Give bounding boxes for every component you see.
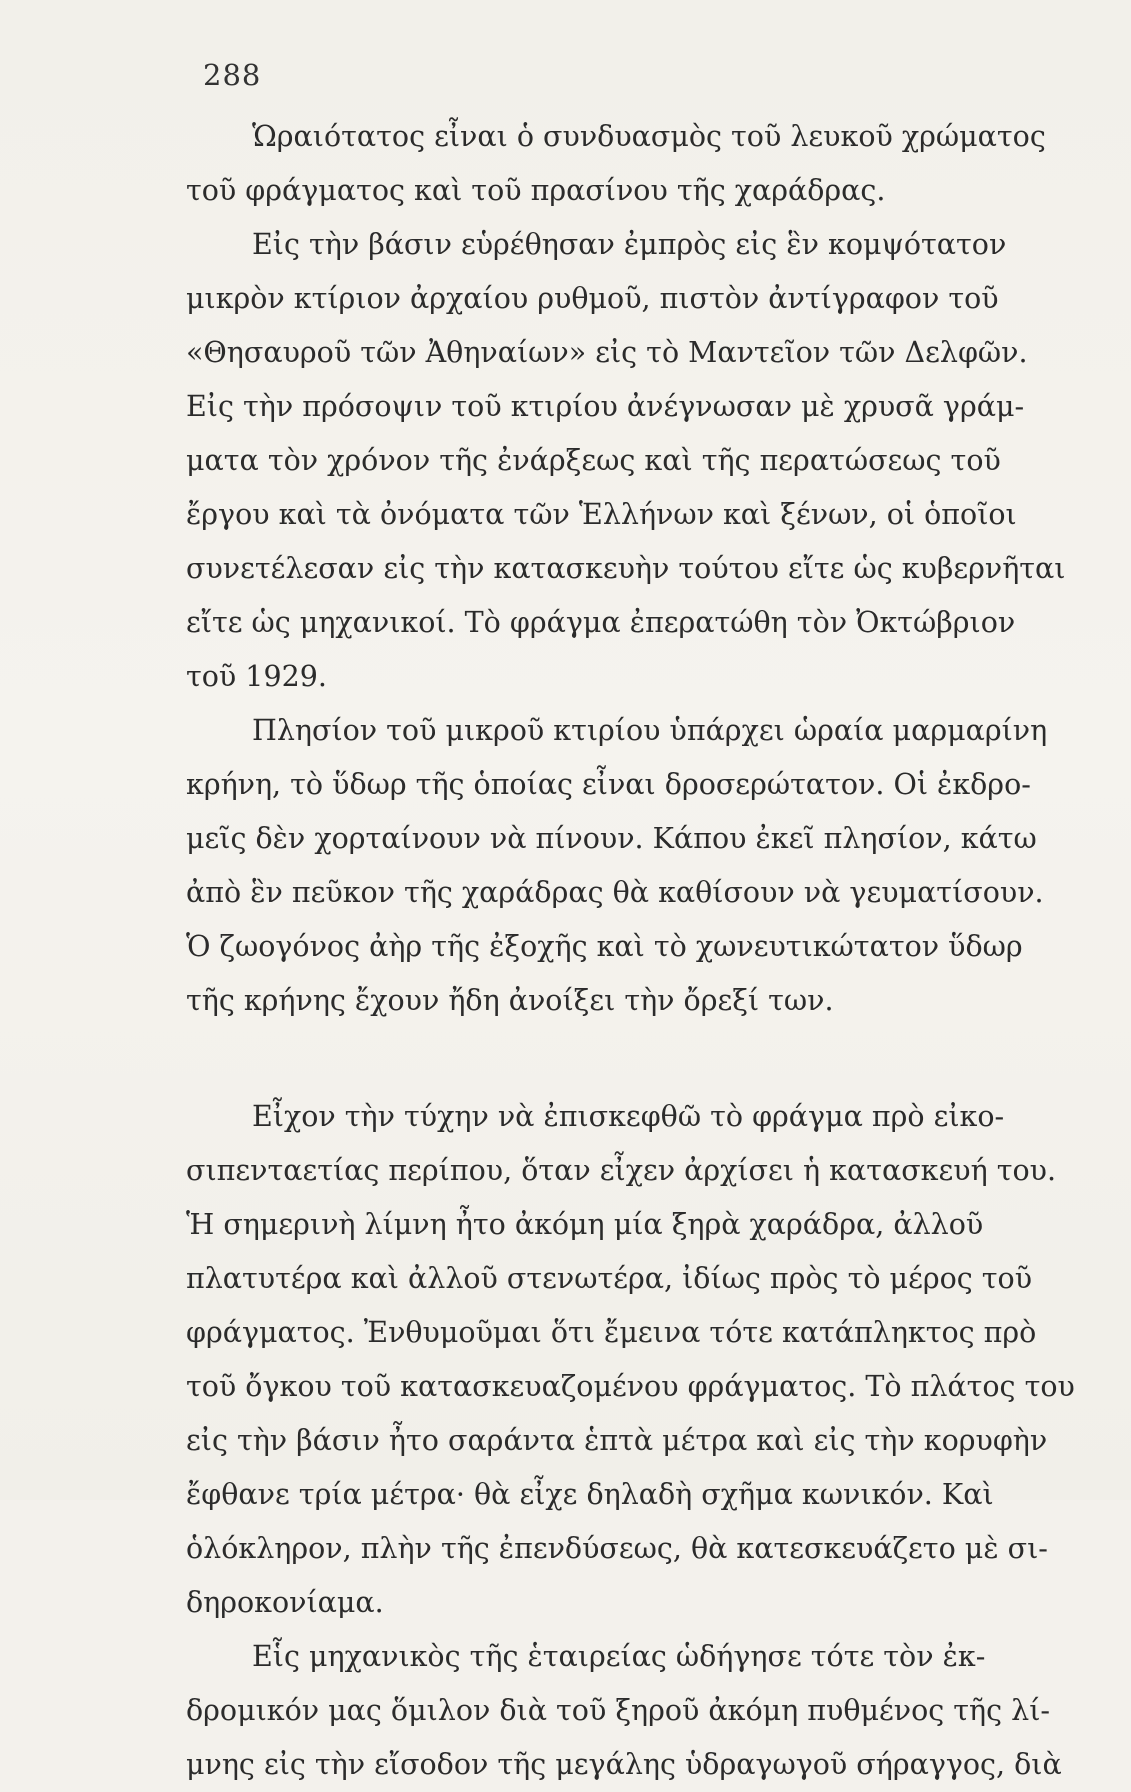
text-line: ἀπὸ ἓν πεῦκον τῆς χαράδρας θὰ καθίσουν νὰ γευματίσουν. bbox=[186, 876, 1044, 909]
paragraph bbox=[186, 704, 1046, 1028]
text-line: Εἰς τὴν πρόσοψιν τοῦ κτιρίου ἀνέγνωσαν μὲ χρυσᾶ γράμ- bbox=[186, 390, 1025, 423]
section-gap bbox=[186, 1028, 1046, 1090]
paragraph bbox=[186, 218, 1066, 704]
text-line: μεῖς δὲν χορταίνουν νὰ πίνουν. Κάπου ἐκεῖ πλησίον, κάτω bbox=[186, 822, 1037, 855]
text-line: εἰς τὴν βάσιν ἦτο σαράντα ἑπτὰ μέτρα καὶ εἰς τὴν κορυφὴν bbox=[186, 1424, 1048, 1457]
text-line: συνετέλεσαν εἰς τὴν κατασκευὴν τούτου εἴτε ὡς κυβερνῆται bbox=[186, 552, 1066, 585]
text-line: ἔφθανε τρία μέτρα· θὰ εἶχε δηλαδὴ σχῆμα κωνικόν. Καὶ bbox=[186, 1478, 994, 1511]
text-line: πλατυτέρα καὶ ἀλλοῦ στενωτέρα, ἰδίως πρὸς τὸ μέρος τοῦ bbox=[186, 1262, 1033, 1295]
text-line: Ἡ σημερινὴ λίμνη ἦτο ἀκόμη μία ξηρὰ χαράδρα, ἀλλοῦ bbox=[186, 1208, 984, 1241]
text-line: ἔργου καὶ τὰ ὀνόματα τῶν Ἑλλήνων καὶ ξένων, οἱ ὁποῖοι bbox=[186, 498, 1017, 531]
text-line: κρήνη, τὸ ὕδωρ τῆς ὁποίας εἶναι δροσερώτατον. Οἱ ἐκδρο- bbox=[186, 768, 1031, 801]
text-line: φράγματος. Ἐνθυμοῦμαι ὅτι ἔμεινα τότε κατάπληκτος πρὸ bbox=[186, 1316, 1037, 1349]
page-number: 288 bbox=[203, 58, 262, 92]
text-line: Ὡραιότατος εἶναι ὁ συνδυασμὸς τοῦ λευκοῦ χρώματος bbox=[252, 120, 1046, 153]
text-line: Εἰς τὴν βάσιν εὑρέθησαν ἐμπρὸς εἰς ἓν κομψότατον bbox=[252, 228, 1007, 261]
paragraph bbox=[186, 1630, 1062, 1792]
text-line: Εἶχον τὴν τύχην νὰ ἐπισκεφθῶ τὸ φράγμα πρὸ εἰκο- bbox=[252, 1100, 1005, 1133]
body-text bbox=[186, 110, 1075, 1792]
text-line: δρομικόν μας ὅμιλον διὰ τοῦ ξηροῦ ἀκόμη πυθμένος τῆς λί- bbox=[186, 1694, 1051, 1727]
paragraph bbox=[186, 1090, 1075, 1630]
text-line: Ὁ ζωογόνος ἀὴρ τῆς ἐξοχῆς καὶ τὸ χωνευτικώτατον ὕδωρ bbox=[186, 930, 1023, 963]
text-line: ματα τὸν χρόνον τῆς ἐνάρξεως καὶ τῆς περατώσεως τοῦ bbox=[186, 444, 1001, 477]
text-line: «Θησαυροῦ τῶν Ἀθηναίων» εἰς τὸ Μαντεῖον τῶν Δελφῶν. bbox=[186, 336, 1028, 369]
text-line: τοῦ 1929. bbox=[186, 660, 327, 693]
text-line: μικρὸν κτίριον ἀρχαίου ρυθμοῦ, πιστὸν ἀντίγραφον τοῦ bbox=[186, 282, 999, 315]
text-line: σιπενταετίας περίπου, ὅταν εἶχεν ἀρχίσει ἡ κατασκευή του. bbox=[186, 1154, 1057, 1187]
paragraph bbox=[186, 110, 1046, 218]
text-line: δηροκονίαμα. bbox=[186, 1586, 384, 1619]
text-line: εἴτε ὡς μηχανικοί. Τὸ φράγμα ἐπερατώθη τὸν Ὀκτώβριον bbox=[186, 606, 1016, 639]
text-line: τοῦ φράγματος καὶ τοῦ πρασίνου τῆς χαράδρας. bbox=[186, 174, 886, 207]
text-line: Πλησίον τοῦ μικροῦ κτιρίου ὑπάρχει ὡραία μαρμαρίνη bbox=[252, 714, 1048, 747]
text-line: μνης εἰς τὴν εἴσοδον τῆς μεγάλης ὑδραγωγοῦ σήραγγος, διὰ bbox=[186, 1748, 1062, 1781]
text-line: Εἷς μηχανικὸς τῆς ἑταιρείας ὡδήγησε τότε τὸν ἐκ- bbox=[252, 1640, 986, 1673]
text-line: ὁλόκληρον, πλὴν τῆς ἐπενδύσεως, θὰ κατεσκευάζετο μὲ σι- bbox=[186, 1532, 1048, 1565]
text-line: τῆς κρήνης ἔχουν ἤδη ἀνοίξει τὴν ὄρεξί των. bbox=[186, 984, 834, 1017]
text-line: τοῦ ὄγκου τοῦ κατασκευαζομένου φράγματος. Τὸ πλάτος του bbox=[186, 1370, 1075, 1403]
